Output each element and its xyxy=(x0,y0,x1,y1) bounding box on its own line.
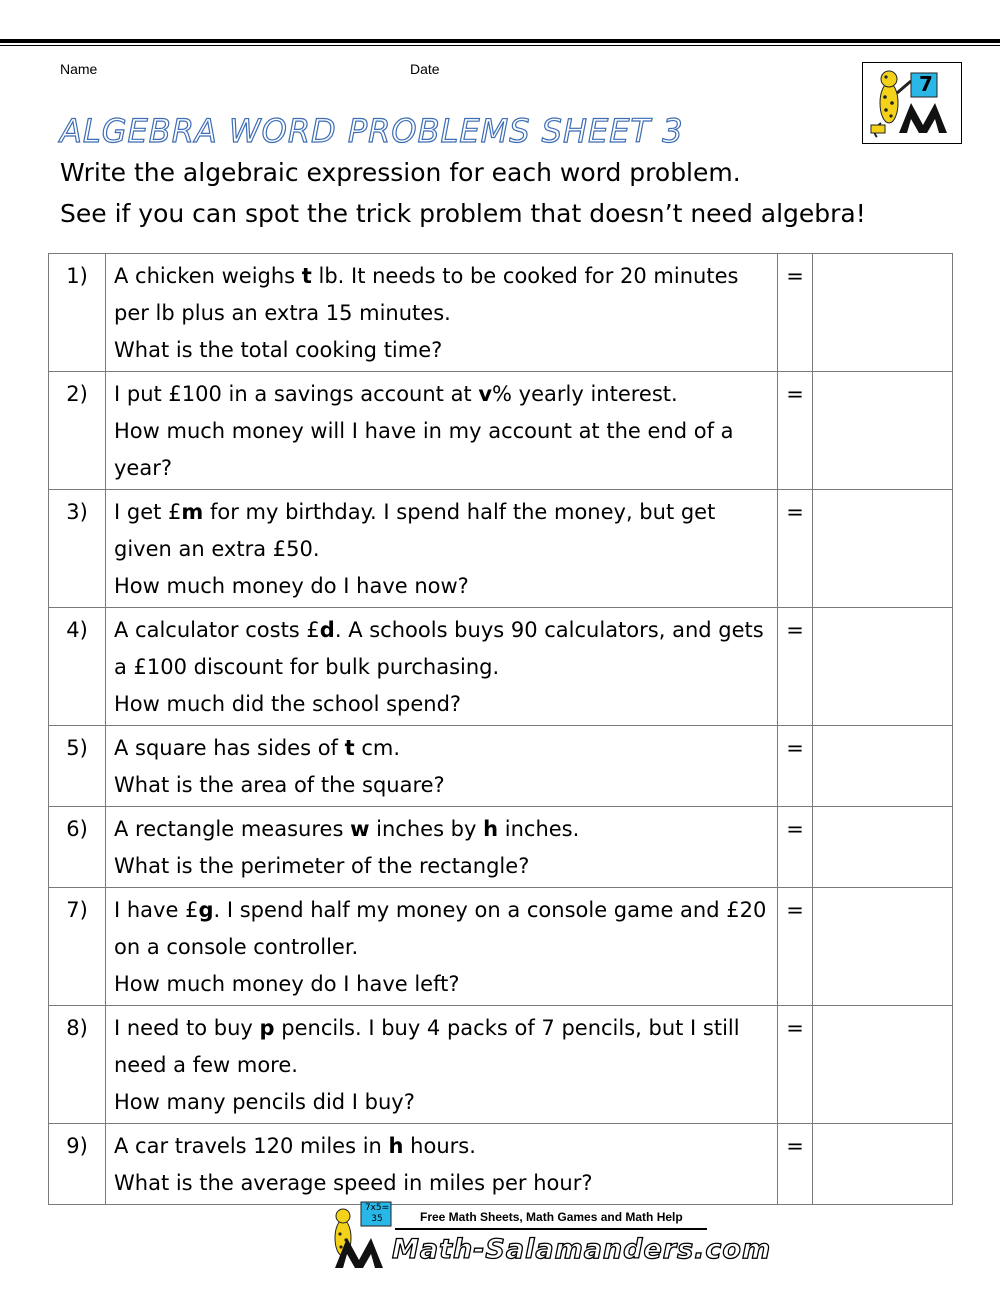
footer-tagline: Free Math Sheets, Math Games and Math Help xyxy=(420,1210,683,1224)
problem-variable: h xyxy=(388,1134,404,1158)
answer-cell[interactable] xyxy=(813,726,953,807)
problem-text-segment: I get £ xyxy=(114,500,182,524)
problem-number: 7) xyxy=(49,888,106,1006)
equals-sign: = xyxy=(778,807,813,888)
problem-text-segment: What is the area of the square? xyxy=(114,773,445,797)
problem-row xyxy=(49,372,953,490)
problem-line xyxy=(114,1128,769,1165)
problem-line xyxy=(114,258,769,295)
problem-text xyxy=(106,254,778,372)
problem-text-segment: What is the total cooking time? xyxy=(114,338,443,362)
problems-table xyxy=(48,253,953,1205)
problem-text-segment: year? xyxy=(114,456,172,480)
problem-line xyxy=(114,568,769,605)
answer-cell[interactable] xyxy=(813,608,953,726)
problem-text-segment: How much money do I have now? xyxy=(114,574,469,598)
problem-text xyxy=(106,807,778,888)
problem-line xyxy=(114,966,769,1003)
problem-line xyxy=(114,1010,769,1047)
problem-number: 5) xyxy=(49,726,106,807)
problem-text-segment: given an extra £50. xyxy=(114,537,320,561)
problem-line xyxy=(114,450,769,487)
problem-text-segment: . I spend half my money on a console game and £20 xyxy=(213,898,767,922)
problem-text-segment: A chicken weighs xyxy=(114,264,302,288)
problem-text-segment: A calculator costs £ xyxy=(114,618,320,642)
problem-line xyxy=(114,649,769,686)
salamander-logo-icon xyxy=(863,63,961,143)
problem-text-segment: What is the average speed in miles per hour? xyxy=(114,1171,593,1195)
problem-line xyxy=(114,1084,769,1121)
problem-text-segment: % yearly interest. xyxy=(492,382,678,406)
answer-cell[interactable] xyxy=(813,254,953,372)
problem-line xyxy=(114,413,769,450)
problem-line xyxy=(114,332,769,369)
page-title: ALGEBRA WORD PROBLEMS SHEET 3 xyxy=(60,112,684,150)
problem-line xyxy=(114,494,769,531)
problem-number: 4) xyxy=(49,608,106,726)
problem-line xyxy=(114,1047,769,1084)
problem-text-segment: I need to buy xyxy=(114,1016,260,1040)
problem-text-segment: How many pencils did I buy? xyxy=(114,1090,415,1114)
problem-variable: m xyxy=(181,500,204,524)
problem-text-segment: . A schools buys 90 calculators, and gets xyxy=(334,618,764,642)
problem-text-segment: I put £100 in a savings account at xyxy=(114,382,479,406)
problem-number: 1) xyxy=(49,254,106,372)
date-label: Date xyxy=(410,61,440,77)
equals-sign: = xyxy=(778,490,813,608)
problem-text-segment: inches by xyxy=(369,817,484,841)
problem-row xyxy=(49,254,953,372)
problem-text-segment: lb. It needs to be cooked for 20 minutes xyxy=(311,264,739,288)
footer-site-name: Math-Salamanders.com xyxy=(392,1234,772,1265)
problem-text xyxy=(106,372,778,490)
problem-number: 2) xyxy=(49,372,106,490)
problem-variable: g xyxy=(198,898,214,922)
top-rule-thin xyxy=(0,45,1000,46)
problem-variable: t xyxy=(301,264,312,288)
problem-line xyxy=(114,848,769,885)
equals-sign: = xyxy=(778,888,813,1006)
problem-line xyxy=(114,531,769,568)
footer-rule xyxy=(395,1228,707,1230)
problem-row xyxy=(49,807,953,888)
problem-text-segment: A car travels 120 miles in xyxy=(114,1134,389,1158)
answer-cell[interactable] xyxy=(813,490,953,608)
problem-line xyxy=(114,612,769,649)
equals-sign: = xyxy=(778,254,813,372)
problem-text-segment: pencils. I buy 4 packs of 7 pencils, but I still xyxy=(274,1016,740,1040)
problem-line xyxy=(114,295,769,332)
problem-number: 9) xyxy=(49,1124,106,1205)
problem-text xyxy=(106,608,778,726)
equals-sign: = xyxy=(778,608,813,726)
problem-variable: v xyxy=(478,382,493,406)
problem-row xyxy=(49,1006,953,1124)
problem-line xyxy=(114,811,769,848)
problem-text xyxy=(106,1006,778,1124)
problem-text-segment: need a few more. xyxy=(114,1053,298,1077)
top-rule xyxy=(0,39,1000,43)
grade-badge: 7 xyxy=(919,72,933,96)
problem-text xyxy=(106,1124,778,1205)
problem-variable: h xyxy=(483,817,499,841)
problem-text-segment: I have £ xyxy=(114,898,199,922)
name-label: Name xyxy=(60,61,98,77)
answer-cell[interactable] xyxy=(813,1006,953,1124)
problem-text-segment: per lb plus an extra 15 minutes. xyxy=(114,301,451,325)
problem-row xyxy=(49,608,953,726)
problem-number: 3) xyxy=(49,490,106,608)
problem-line xyxy=(114,686,769,723)
equals-sign: = xyxy=(778,726,813,807)
problem-text xyxy=(106,888,778,1006)
problem-text-segment: A rectangle measures xyxy=(114,817,351,841)
problem-row xyxy=(49,888,953,1006)
problem-variable: t xyxy=(344,736,355,760)
problem-row xyxy=(49,1124,953,1205)
problem-number: 8) xyxy=(49,1006,106,1124)
answer-cell[interactable] xyxy=(813,888,953,1006)
answer-cell[interactable] xyxy=(813,1124,953,1205)
instruction-line-2: See if you can spot the trick problem that doesn’t need algebra! xyxy=(60,199,866,228)
problem-variable: d xyxy=(319,618,335,642)
problem-text-segment: What is the perimeter of the rectangle? xyxy=(114,854,530,878)
problem-text-segment: How much money do I have left? xyxy=(114,972,460,996)
problem-text xyxy=(106,490,778,608)
problem-text-segment: hours. xyxy=(403,1134,476,1158)
problem-text-segment: How much money will I have in my account at the end of a xyxy=(114,419,734,443)
problem-text-segment: cm. xyxy=(354,736,401,760)
problem-row xyxy=(49,726,953,807)
problem-text-segment: inches. xyxy=(498,817,580,841)
equals-sign: = xyxy=(778,1006,813,1124)
problem-line xyxy=(114,929,769,966)
problem-line xyxy=(114,892,769,929)
problem-text-segment: a £100 discount for bulk purchasing. xyxy=(114,655,500,679)
problem-line xyxy=(114,767,769,804)
instruction-line-1: Write the algebraic expression for each word problem. xyxy=(60,158,741,187)
equals-sign: = xyxy=(778,1124,813,1205)
problem-text-segment: How much did the school spend? xyxy=(114,692,462,716)
problem-text-segment: on a console controller. xyxy=(114,935,359,959)
answer-cell[interactable] xyxy=(813,807,953,888)
problem-text-segment: A square has sides of xyxy=(114,736,345,760)
problem-text-segment: for my birthday. I spend half the money, but get xyxy=(203,500,716,524)
footer-logo-badge: 7x5= 35 xyxy=(364,1203,390,1224)
problem-line xyxy=(114,376,769,413)
problem-variable: p xyxy=(259,1016,275,1040)
problem-variable: w xyxy=(350,817,370,841)
grade-logo xyxy=(862,62,962,144)
problem-text xyxy=(106,726,778,807)
answer-cell[interactable] xyxy=(813,372,953,490)
problem-number: 6) xyxy=(49,807,106,888)
problem-row xyxy=(49,490,953,608)
equals-sign: = xyxy=(778,372,813,490)
problem-line xyxy=(114,1165,769,1202)
problem-line xyxy=(114,730,769,767)
